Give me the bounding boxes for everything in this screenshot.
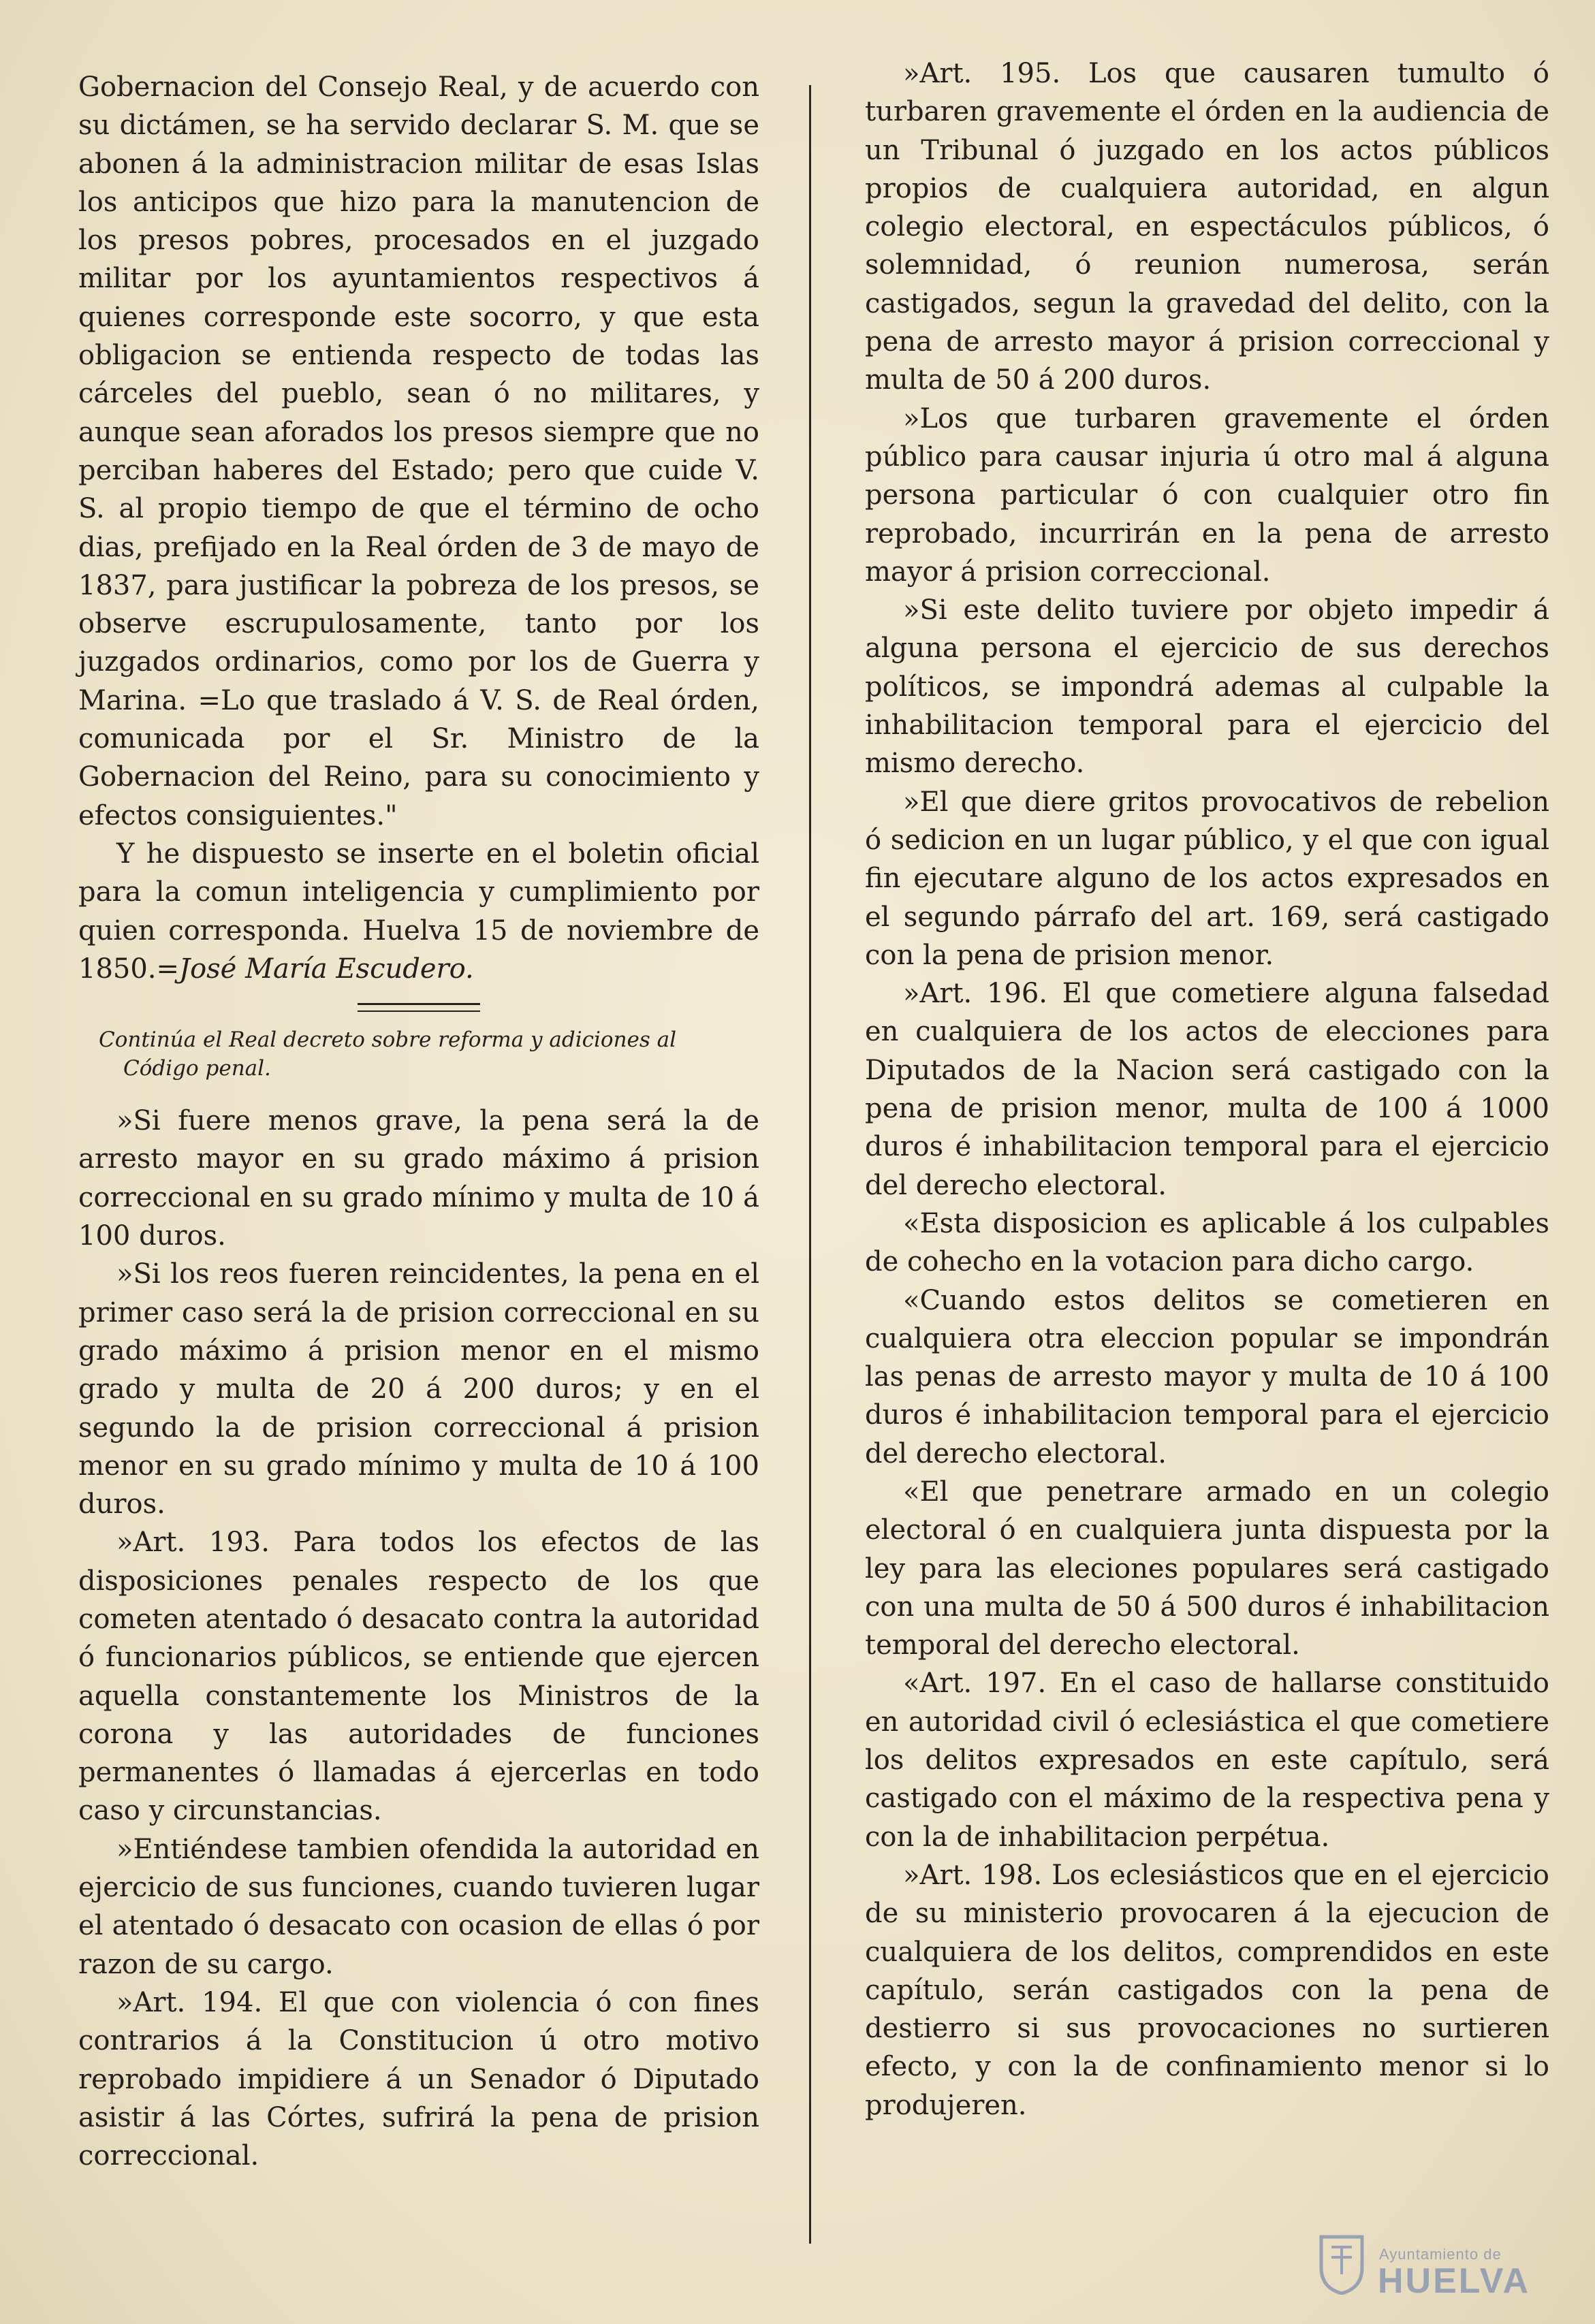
dispuesto-paragraph	[78, 835, 759, 988]
section-heading	[99, 1025, 759, 1083]
right-column	[865, 54, 1549, 2124]
article-paragraph: «Cuando estos delitos se cometieren en cualquiera otra eleccion popular se impondrán las penas de arresto mayor y multa de 10 á 100 duros é inhabilitacion temporal para el ejercicio del derecho electoral.	[865, 1284, 1549, 1469]
huelva-watermark-logo	[1318, 2227, 1536, 2308]
section-heading-line1: Continúa el Real decreto sobre reforma y adiciones al	[99, 1028, 677, 1053]
watermark-line1: Ayuntamiento de	[1379, 2246, 1502, 2263]
signer-name: José María Escudero.	[179, 953, 474, 985]
article-paragraph: «Esta disposicion es aplicable á los culpables de cohecho en la votacion para dicho cargo.	[865, 1207, 1549, 1278]
article-paragraph: »Si fuere menos grave, la pena será la de arresto mayor en su grado máximo á prision correccional en su grado mínimo y multa de 10 á 100 duros.	[78, 1105, 759, 1252]
article-paragraph: »Art. 196. El que cometiere alguna falsedad en cualquiera de los actos de elecciones para Diputados de la Nacion será castigado con la pena de prision menor, multa de 100 á 1000 duros é inhabilitacion temporal para el ejercicio del derecho electoral.	[865, 978, 1549, 1201]
article-paragraph: «El que penetrare armado en un colegio electoral ó en cualquiera junta dispuesta por la ley para las eleciones populares será castigado con una multa de 50 á 500 duros é inhabilitacion temporal del derecho electoral.	[865, 1476, 1549, 1661]
article-paragraph: »Si este delito tuviere por objeto impedir á alguna persona el ejercicio de sus derechos políticos, se impondrá ademas al culpable la inhabilitacion temporal para el ejercicio del mismo derecho.	[865, 594, 1549, 780]
article-paragraph: »Art. 193. Para todos los efectos de las disposiciones penales respecto de los que cometen atentado ó desacato contra la autoridad ó funcionarios públicos, se entiende que ejercen aquella constantemente los Ministros de la corona y las autoridades de funciones permanentes ó llamadas á ejercerlas en todo caso y circunstancias.	[78, 1527, 759, 1827]
section-heading-line2: Código penal.	[123, 1056, 271, 1081]
article-paragraph: »Si los reos fueren reincidentes, la pena en el primer caso será la de prision correccional en su grado máximo á prision menor en el mismo grado y multa de 20 á 200 duros; y en el segundo la de prision correccional á prision menor en su grado mínimo y multa de 10 á 100 duros.	[78, 1258, 759, 1521]
left-column	[78, 68, 759, 2175]
article-paragraph: »Los que turbaren gravemente el órden público para causar injuria ú otro mal á alguna persona particular ó con cualquier otro fin reprobado, incurrirán en la pena de arresto mayor á prision correccional.	[865, 402, 1549, 588]
article-paragraph: »Art. 198. Los eclesiásticos que en el ejercicio de su ministerio provocaren á la ejecucion de cualquiera de los delitos, comprendidos en este capítulo, serán castigados con la pena de destierro si sus provocaciones no surtieren efecto, y con la de confinamiento menor si lo produjeren.	[865, 1859, 1549, 2121]
coat-of-arms-icon	[1318, 2233, 1365, 2295]
article-paragraph: «Art. 197. En el caso de hallarse constituido en autoridad civil ó eclesiástica el que cometiere los delitos expresados en este capítulo, será castigado con el máximo de la respectiva pena y con la de inhabilitacion perpétua.	[865, 1668, 1549, 1853]
column-divider	[809, 85, 811, 2244]
article-paragraph: »Art. 195. Los que causaren tumulto ó turbaren gravemente el órden en la audiencia de un Tribunal ó juzgado en los actos públicos propios de cualquiera autoridad, en algun colegio electoral, en espectáculos públicos, ó solemnidad, ó reunion numerosa, serán castigados, segun la gravedad del delito, con la pena de arresto mayor á prision correccional y multa de 50 á 200 duros.	[865, 58, 1549, 396]
dispuesto-text: Y he dispuesto se inserte en el boletin oficial para la comun inteligencia y cumplimiento por quien corresponda. Huelva 15 de noviembre de 1850.=	[78, 838, 759, 985]
article-paragraph: »Art. 194. El que con violencia ó con fines contrarios á la Constitucion ú otro motivo reprobado impidiere á un Senador ó Diputado asistir á las Córtes, sufrirá la pena de prision correccional.	[78, 1986, 759, 2172]
article-paragraph: »Entiéndese tambien ofendida la autoridad en ejercicio de sus funciones, cuando tuvieren lugar el atentado ó desacato con ocasion de ellas ó por razon de su cargo.	[78, 1833, 759, 1980]
article-paragraph: »El que diere gritos provocativos de rebelion ó sedicion en un lugar público, y el que con igual fin ejecutare alguno de los actos expresados en el segundo párrafo del art. 169, será castigado con la pena de prision menor.	[865, 786, 1549, 971]
section-rule	[358, 1003, 480, 1012]
watermark-line2: HUELVA	[1378, 2261, 1531, 2301]
intro-paragraph: Gobernacion del Consejo Real, y de acuerdo con su dictámen, se ha servido declarar S. M. que se abonen á la administracion militar de esas Islas los anticipos que hizo para la manutencion de los presos pobres, procesados en el juzgado militar por los ayuntamientos respectivos á quienes corresponde este socorro, y que esta obligacion se entienda respecto de todas las cárceles del pueblo, sean ó no militares, y aunque sean aforados los presos siempre que no perciban haberes del Estado; pero que cuide V. S. al propio tiempo de que el término de ocho dias, prefijado en la Real órden de 3 de mayo de 1837, para justificar la pobreza de los presos, se observe escrupulosamente, tanto por los juzgados ordinarios, como por los de Guerra y Marina. =Lo que traslado á V. S. de Real órden, comunicada por el Sr. Ministro de la Gobernacion del Reino, para su conocimiento y efectos consiguientes."	[78, 71, 759, 831]
